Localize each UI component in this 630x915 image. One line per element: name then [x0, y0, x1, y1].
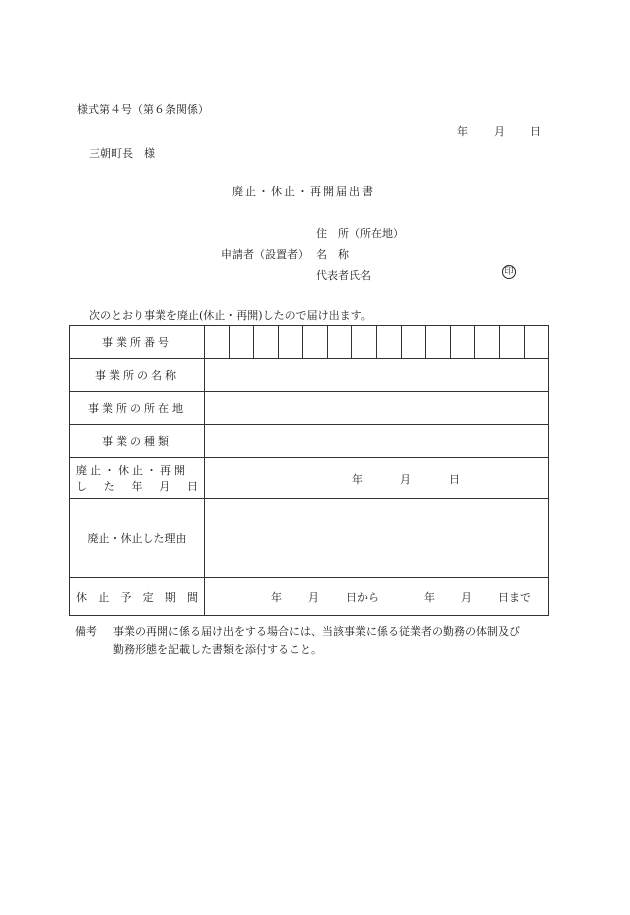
remarks-label: 備考 [75, 625, 97, 638]
row-business-type [70, 425, 549, 458]
change-date-label-line2 [70, 478, 204, 494]
digit-box[interactable] [451, 326, 476, 358]
digit-box[interactable] [377, 326, 402, 358]
period-year-from: 年 [271, 591, 282, 604]
change-date-year: 年 [352, 473, 363, 486]
suspension-period-label-chars [70, 589, 204, 605]
digit-box[interactable] [525, 326, 549, 358]
date-year-label: 年 [457, 125, 468, 138]
form-number: 様式第４号（第６条関係） [77, 103, 209, 116]
applicant-role-label: 申請者（設置者） [221, 248, 309, 261]
change-date-label-line1: 廃止・休止・再開 [76, 464, 188, 477]
seal-mark-icon: 印 [502, 265, 516, 279]
label-char: 日 [187, 480, 198, 493]
office-location-field[interactable] [205, 392, 549, 425]
intro-text: 次のとおり事業を廃止(休止・再開)したので届け出ます。 [89, 309, 372, 322]
reason-label: 廃止・休止した理由 [70, 499, 205, 578]
period-month-from: 月 [308, 591, 319, 604]
office-number-label: 事業所番号 [70, 326, 205, 359]
date-month-label: 月 [494, 125, 505, 138]
period-day-until: 日まで [498, 591, 531, 604]
label-char: 年 [131, 480, 143, 493]
label-char: し [76, 480, 87, 493]
digit-box[interactable] [279, 326, 304, 358]
row-office-name [70, 359, 549, 392]
digit-box[interactable] [205, 326, 230, 358]
remarks-line2: 勤務形態を記載した書類を添付すること。 [113, 643, 322, 656]
applicant-rep-label: 代表者氏名 [316, 269, 371, 282]
office-location-label: 事業所の所在地 [70, 392, 205, 425]
form-table [69, 325, 549, 616]
date-day-label: 日 [530, 125, 541, 138]
document-title: 廃止・休止・再開届出書 [232, 185, 375, 198]
row-office-location [70, 392, 549, 425]
office-number-digit-boxes [205, 326, 548, 358]
label-char: 予 [120, 590, 132, 604]
business-type-label: 事業の種類 [70, 425, 205, 458]
digit-box[interactable] [500, 326, 525, 358]
digit-box[interactable] [230, 326, 255, 358]
change-date-label [70, 458, 205, 499]
office-name-field[interactable] [205, 359, 549, 392]
label-char: 期 [164, 590, 176, 604]
period-day-from: 日から [346, 591, 379, 604]
row-change-date [70, 458, 549, 499]
digit-box[interactable] [254, 326, 279, 358]
digit-box[interactable] [328, 326, 353, 358]
digit-box[interactable] [426, 326, 451, 358]
row-reason [70, 499, 549, 578]
label-char: た [103, 480, 115, 493]
addressee: 三朝町長 様 [89, 147, 155, 160]
remarks-line1: 事業の再開に係る届け出をする場合には、当該事業に係る従業者の勤務の体制及び [113, 625, 520, 638]
applicant-name-label: 名 称 [316, 248, 349, 261]
applicant-address-label: 住 所（所在地） [316, 227, 404, 240]
change-date-day: 日 [449, 473, 460, 486]
period-month-until: 月 [461, 591, 472, 604]
label-char: 定 [142, 590, 154, 604]
change-date-field[interactable] [205, 458, 549, 499]
reason-field[interactable] [205, 499, 549, 578]
suspension-period-field[interactable] [205, 578, 549, 616]
digit-box[interactable] [303, 326, 328, 358]
change-date-month: 月 [400, 473, 411, 486]
office-name-label: 事業所の名称 [70, 359, 205, 392]
row-office-number [70, 326, 549, 359]
period-year-until: 年 [424, 591, 435, 604]
suspension-period-label [70, 578, 205, 616]
digit-box[interactable] [402, 326, 427, 358]
label-char: 休 [76, 590, 87, 604]
office-number-field[interactable] [205, 326, 549, 359]
digit-box[interactable] [475, 326, 500, 358]
label-char: 間 [186, 590, 198, 604]
row-suspension-period [70, 578, 549, 616]
label-char: 月 [159, 480, 171, 493]
digit-box[interactable] [352, 326, 377, 358]
business-type-field[interactable] [205, 425, 549, 458]
label-char: 止 [98, 590, 110, 604]
